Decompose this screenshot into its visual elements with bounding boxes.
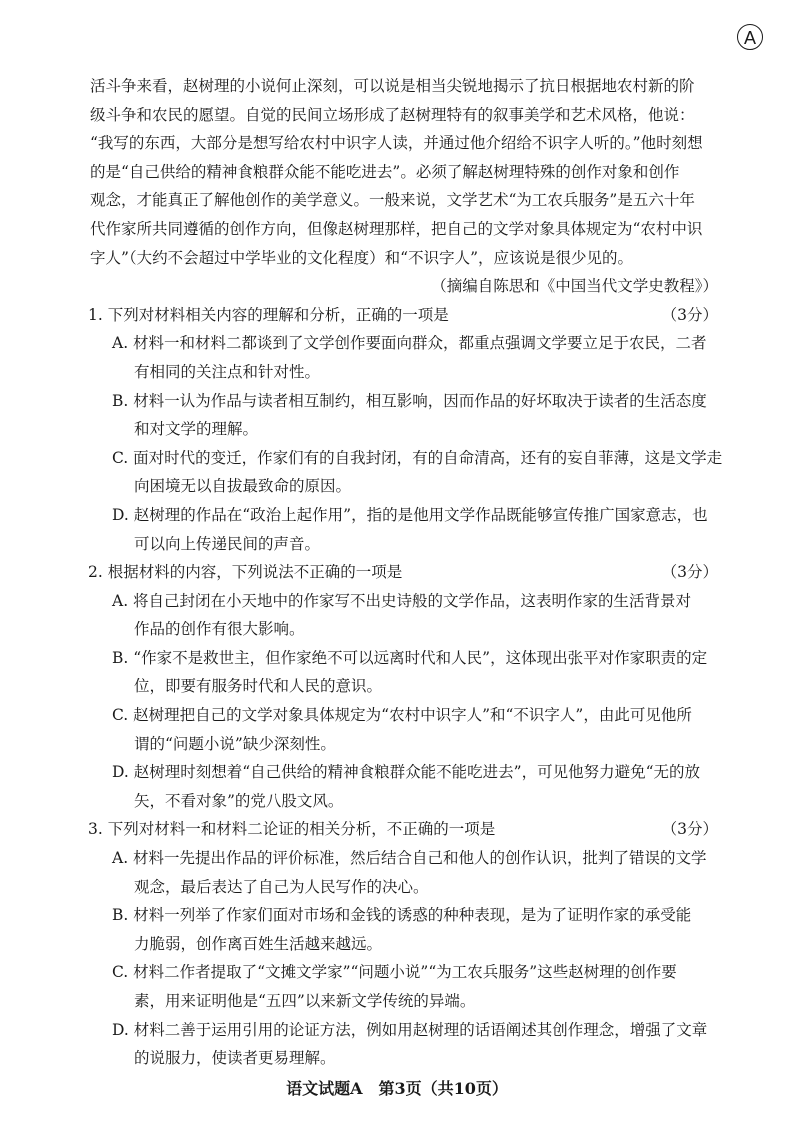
option-a: A. 将自己封闭在小天地中的作家写不出史诗般的文学作品，这表明作家的生活背景对 作品的创作有很大影响。 [112, 591, 692, 639]
question-2 [90, 558, 720, 815]
question-text: 3. 下列对材料一和材料二论证的相关分析，不正确的一项是 [88, 820, 496, 839]
passage-line: 代作家所共同遵循的创作方向，但像赵树理那样，把自己的文学对象具体规定为“农村中识 [90, 219, 703, 238]
question-3 [90, 815, 720, 1072]
question-score: （3分） [661, 563, 718, 582]
question-stem [88, 815, 720, 844]
passage-source: （摘编自陈思和《中国当代文学史教程》） [431, 277, 718, 296]
question-score: （3分） [661, 305, 718, 324]
option-a: A. 材料一和材料二都谈到了文学创作要面向群众，都重点强调文学要立足于农民，二者 有相同的关注点和针对性。 [112, 334, 707, 381]
option-c: C. 面对时代的变迁，作家们有的自我封闭，有的自命清高，还有的妄自菲薄，这是文学走 向困境无以自拔最致命的原因。 [112, 448, 723, 496]
question-stem [88, 558, 720, 587]
page-footer: 语文试题A 第3页（共10页） [286, 1079, 508, 1098]
passage-line: 观念，才能真正了解他创作的美学意义。一般来说，文学艺术“为工农兵服务”是五六十年 [90, 191, 695, 210]
question-text: 2. 根据材料的内容，下列说法不正确的一项是 [88, 563, 403, 582]
passage-line: “我写的东西，大部分是想写给农村中识字人读，并通过他介绍给不识字人听的。”他时刻想 [90, 134, 703, 153]
option-c: C. 材料二作者提取了“文摊文学家”“问题小说”“为工农兵服务”这些赵树理的创作要 素，用来证明他是“五四”以来新文学传统的异端。 [112, 963, 677, 1010]
passage-line: 字人”（大约不会超过中学毕业的文化程度）和“不识字人”，应该说是很少见的。 [90, 248, 634, 267]
option-b: B. 材料一列举了作家们面对市场和金钱的诱惑的种种表现，是为了证明作家的承受能 力脆弱，创作离百姓生活越来越远。 [112, 906, 692, 953]
page-content [88, 72, 723, 1073]
question-stem [88, 301, 720, 330]
passage-line: 的是“自己供给的精神食粮群众能不能吃进去”。必须了解赵树理特殊的创作对象和创作 [90, 162, 680, 181]
option-b: B. “作家不是救世主，但作家绝不可以远离时代和人民”，这体现出张平对作家职责的定 位，即要有服务时代和人民的意识。 [112, 648, 708, 696]
passage-line: 活斗争来看，赵树理的小说何止深刻，可以说是相当尖锐地揭示了抗日根据地农村新的阶 [90, 77, 695, 95]
question-text: 1. 下列对材料相关内容的理解和分析，正确的一项是 [88, 305, 449, 324]
passage [90, 72, 720, 272]
option-d: D. 赵树理时刻想着“自己供给的精神食粮群众能不能吃进去”，可见他努力避免“无的放 矢，不看对象”的党八股文风。 [112, 763, 701, 810]
option-d: D. 赵树理的作品在“政治上起作用”，指的是他用文学作品既能够宣传推广国家意志，也 可以向上传递民间的声音。 [112, 505, 708, 553]
option-a: A. 材料一先提出作品的评价标准，然后结合自己和他人的创作认识，批判了错误的文学 观念，最后表达了自己为人民写作的决心。 [112, 849, 707, 896]
option-c: C. 赵树理把自己的文学对象具体规定为“农村中识字人”和“不识字人”，由此可见他所 谓的“问题小说”缺少深刻性。 [112, 706, 692, 753]
paper-version-badge: A [737, 24, 763, 50]
passage-line: 级斗争和农民的愿望。自觉的民间立场形成了赵树理特有的叙事美学和艺术风格，他说： [90, 105, 695, 124]
question-score: （3分） [661, 820, 718, 839]
question-1 [88, 301, 723, 558]
option-b: B. 材料一认为作品与读者相互制约，相互影响，因而作品的好坏取决于读者的生活态度 和对文学的理解。 [112, 391, 707, 439]
option-d: D. 材料二善于运用引用的论证方法，例如用赵树理的话语阐述其创作理念，增强了文章 的说服力，使读者更易理解。 [112, 1020, 708, 1068]
